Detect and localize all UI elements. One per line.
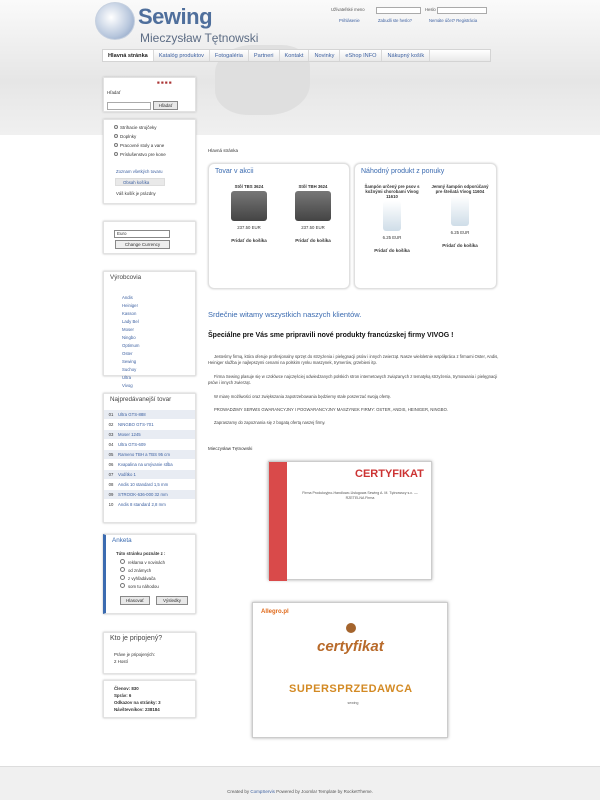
category-item[interactable]: Doplnky [114,134,136,139]
search-input[interactable] [107,102,151,110]
add-to-cart-link[interactable]: Pridať do košíka [442,243,478,248]
bestseller-row[interactable]: 10 Andis 8 standard 2,8 mm [108,502,166,507]
manufacturer-link[interactable]: Oster [122,350,133,356]
password-label: Heslo [425,7,436,12]
radio-icon[interactable] [120,583,125,588]
product-image[interactable] [231,191,267,221]
poll-question: Túto stránku poznáte z : [116,551,166,556]
certificate-ribbon [269,462,287,581]
bullet-icon [114,152,118,156]
radio-icon[interactable] [120,575,125,580]
allegro-certificate-image[interactable] [252,602,448,738]
bestseller-row[interactable]: 09 STROOK-636-000 32 mm [104,490,195,499]
add-to-cart-link[interactable]: Pridať do košíka [374,248,410,253]
search-label: Hľadať [107,90,121,95]
medal-icon [346,623,356,633]
footer-text: Powered by Joomla! Template by RocketTheme. [274,789,373,794]
product-name[interactable]: Stôl TBH 3624 [298,184,328,189]
radio-icon[interactable] [120,567,125,572]
product-price: 6.25 EUR [382,235,402,240]
manufacturer-link[interactable]: Sewing [122,358,137,364]
product-image[interactable] [383,201,401,231]
bestseller-row[interactable]: 04 Ultra GTS-609 [108,442,146,447]
online-panel [103,632,196,674]
poll-option[interactable]: reklama v novinách [120,559,165,565]
product-name[interactable]: Jemný šampón odporúčaný pre šteňatá Vivog 11604 [431,184,489,194]
manufacturer-link[interactable]: Lady Bel [122,318,139,324]
bestseller-row[interactable]: 02 NINGBO GTS-701 [108,422,154,427]
paragraph: Zapraszamy do zapoznania się z bogatą ofertą naszej firmy. [214,420,326,425]
allegro-logo: Allegro.pl [261,609,289,615]
bullet-icon [114,134,118,138]
nav-partners[interactable]: Partneri [249,50,280,61]
product-image[interactable] [451,196,469,226]
nav-cart[interactable]: Nákupný košík [382,50,430,61]
forgot-password-link[interactable]: Zabudli ste heslo? [378,18,412,23]
product-card[interactable] [219,184,279,243]
footer-text: Created by [227,789,251,794]
bestseller-row[interactable]: 07 Vodítko 1 [104,470,195,479]
product-name[interactable]: Šampón určený pre psov s kožnými chorobami Vivog 11610 [364,184,420,199]
stats-panel [103,680,196,718]
all-products-link[interactable]: Zoznam všetkých tovaru [116,169,163,174]
bestseller-row[interactable]: 03 Moser 1245 [104,430,195,439]
language-flags-icon[interactable]: ■ ■ ■ ■ [157,80,172,85]
add-to-cart-link[interactable]: Pridať do košíka [231,238,267,243]
bestsellers-title: Najpredávanejší tovar [110,396,172,403]
certificate-text: sewing [347,701,359,705]
product-price: 237.50 EUR [237,225,261,230]
username-label: Užívateľské meno [331,7,365,12]
add-to-cart-link[interactable]: Pridať do košíka [295,238,331,243]
logo-word[interactable]: Sewing [138,4,213,29]
product-card[interactable] [361,184,423,253]
bestsellers-panel [103,393,196,523]
poll-option[interactable]: od známych [120,567,151,573]
random-product-box [354,163,497,289]
stats-news: Správ: 6 [114,693,132,698]
stats-members: Členov: 830 [114,686,139,691]
poll-panel [103,534,196,614]
paragraph: W miarę możliwości oraz zwiększania zapotrzebowania będziemy stale poszerzać swoją ofertę. [214,394,392,399]
manufacturer-link[interactable]: Andis [122,294,133,300]
product-price: 237.50 EUR [301,225,325,230]
online-count: 2 Hostí [114,659,128,664]
nav-eshop-info[interactable]: eShop INFO [340,50,382,61]
poll-option[interactable]: som tu náhodou [120,583,159,589]
action-products-box [208,163,350,289]
nav-home[interactable]: Hlavná stránka [103,50,154,61]
product-card[interactable] [283,184,343,243]
product-price: 6.25 EUR [450,230,470,235]
manufacturer-link[interactable]: Suchoy [122,366,137,372]
category-item[interactable]: Pracovné stoly a vane [114,143,164,148]
category-item[interactable]: Strihacie strojčeky [114,125,157,130]
certificate-title: CERTYFIKAT [355,468,424,480]
sidebar [103,77,196,717]
username-input[interactable] [376,7,421,14]
author-name: Mieczysław Tętnowski [208,446,253,451]
product-image[interactable] [295,191,331,221]
cart-contents-link[interactable]: Obsah košíka [115,178,165,186]
search-button[interactable]: Hľadať [153,101,178,110]
certificate-image[interactable] [268,461,432,580]
action-title: Tovar v akcii [215,168,254,175]
password-input[interactable] [437,7,487,14]
poll-option[interactable]: z vyhľadávača [120,575,156,581]
currency-select[interactable]: Euro [114,230,170,238]
register-link[interactable]: Nemáte účet? Registrácia [429,18,478,23]
random-title: Náhodný produkt z ponuky [361,168,445,175]
stats-links: Odkazov na stránky: 3 [114,700,161,705]
manufacturer-link[interactable]: Ningbo [122,334,136,340]
bestseller-row[interactable]: 01 Ultra GTS-888 [104,410,195,419]
manufacturer-link[interactable]: Heiniger [122,302,139,308]
bestseller-row[interactable]: 06 Kvapalina na umývanie stĺba [108,462,173,467]
certificate-text: Firma Produkcyjno-Handlowo-Usługowa Sewing A. M. Tętnowscy s.c. — RZETELNA Firma [302,491,418,500]
welcome-heading: Srdečnie witamy wszystkich naszych klientów. [208,310,362,319]
change-currency-button[interactable]: Change Currency [115,240,170,249]
category-panel [103,119,196,204]
certificate-subtitle: SUPERSPRZEDAWCA [289,683,413,695]
footer [0,766,600,800]
login-link[interactable]: Prihlásenie [339,18,360,23]
online-title: Kto je pripojený? [110,635,163,642]
breadcrumb[interactable]: Hlavná stránka [208,148,239,153]
certificate-title: certyfikat [317,638,384,655]
manufacturers-title: Výrobcovia [110,274,142,281]
poll-vote-button[interactable]: Hlasovať [120,596,150,605]
paragraph: PROWADZIMY SERWIS GWARANCYJNY I POGWARANCYJNY MASZYNEK FIRMY: OSTER, ANDIS, HEINIGER, NINGBO. [214,407,448,412]
poll-title: Anketa [112,537,132,544]
nav-news[interactable]: Novinky [309,50,340,61]
nav-contact[interactable]: Kontakt [280,50,310,61]
radio-icon[interactable] [120,559,125,564]
manufacturer-link[interactable]: Kasson [122,310,137,316]
logo-name: Mieczysław Tętnowski [140,31,259,45]
bestseller-row[interactable]: 08 Andis 10 standard 1,5 mm [108,482,169,487]
currency-panel [103,221,196,254]
paragraph: Firma Sewing plasuje się w czołówce najczęściej odwiedzanych polskich stron internetowych związanych z tematyką strzyżenia, trymowania i pielęgnacji psów i innych zwierząt. [208,374,498,385]
logo-icon[interactable] [95,2,135,40]
search-panel [103,77,196,112]
bullet-icon [114,143,118,147]
manufacturers-panel [103,271,196,388]
special-heading: Špeciálne pre Vás sme pripravili nové produkty francúzskej firmy VIVOG ! [208,332,454,339]
cart-empty-text: Váš košík je prázdny [116,191,156,196]
nav-catalog[interactable]: Katalóg produktov [154,50,210,61]
product-card[interactable] [429,184,491,248]
manufacturer-link[interactable]: Vivog [122,382,133,388]
online-text: Práve je pripojených: [114,652,156,657]
nav-gallery[interactable]: Fotogaléria [210,50,249,61]
footer-link[interactable]: CompServis [250,789,275,794]
category-item[interactable]: Príslušenstvo pre kone [114,152,166,157]
paragraph: Jesteśmy firmą, która oferuje profesjonalny sprzęt do strzyżenia i pielęgnacji psów i innych zwierząt. Nasze wieloletnie współpráca z firmami Oster, Andis, Heiniger služba je najlepszymi cenami na polskim rynku maszynek, trymerów, grzebieni itp. [208,354,499,365]
manufacturer-link[interactable]: Moser [122,326,134,332]
main-nav [102,49,491,62]
manufacturer-link[interactable]: Optimum [122,342,140,348]
stats-visitors: Návštevníkov: 238184 [114,707,160,712]
poll-results-button[interactable]: Výsledky [156,596,188,605]
bullet-icon [114,125,118,129]
bestseller-row[interactable]: 05 Rameno TBH a TBS 95 cm [104,450,195,459]
product-name[interactable]: Stôl TBS 3624 [234,184,264,189]
manufacturer-link[interactable]: Ultra [122,374,132,380]
